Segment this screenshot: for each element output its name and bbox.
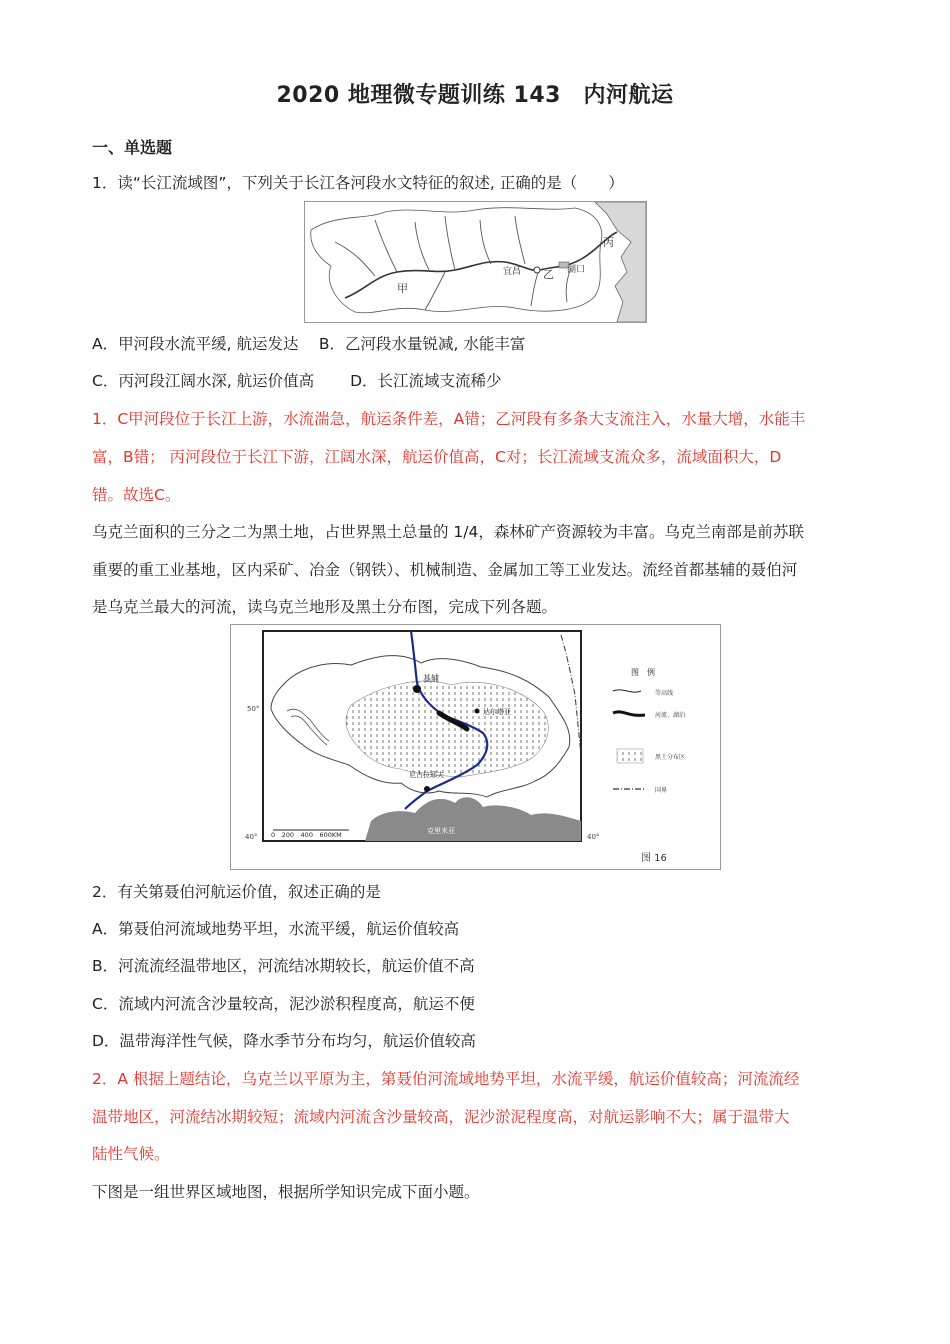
legend-border: 国界: [655, 787, 668, 794]
legend-river: 河流、湖泊: [655, 712, 686, 719]
map-label-bing: 丙: [603, 236, 614, 249]
legend-title: 图 例: [631, 668, 655, 677]
answer-1-line-2: 富，B错； 丙河段位于长江下游，江阔水深，航运价值高，C对；长江流域支流众多，流域面积大，D: [92, 448, 782, 466]
question-2-stem: 2．有关第聂伯河航运价值，叙述正确的是: [92, 883, 381, 901]
question-2-option-c: C．流域内河流含沙量较高，泥沙淤积程度高，航运不便: [92, 995, 475, 1013]
answer-1-line-3: 错。故选C。: [92, 486, 181, 504]
answer-1-line-1: 1．C甲河段位于长江上游，水流湍急，航运条件差，A错；乙河段有多条大支流注入，水量大增，水能丰: [92, 410, 806, 428]
intro-line-2: 重要的重工业基地，区内采矿、冶金（钢铁）、机械制造、金属加工等工业发达。流经首都基辅的聂伯河: [92, 561, 798, 579]
ukraine-terrain-map: [230, 624, 721, 870]
city3-label: 尼古拉耶夫: [409, 771, 444, 779]
intro-line-1: 乌克兰面积的三分之二为黑土地，占世界黑土总量的 1/4，森林矿产资源较为丰富。乌克兰南部是前苏联: [92, 523, 804, 541]
scale-label: 0 200 400 600KM: [271, 831, 342, 839]
question-1-stem: 1．读“长江流域图”，下列关于长江各河段水文特征的叙述, 正确的是（ ）: [92, 174, 624, 192]
answer-2-line-3: 陆性气候。: [92, 1145, 170, 1163]
page-title: 2020 地理微专题训练 143 内河航运: [276, 83, 674, 108]
map-label-yichang: 宜昌: [503, 267, 522, 277]
kyiv-label: 基辅: [423, 674, 439, 683]
figure-label: 图 16: [641, 853, 667, 864]
closing-text: 下图是一组世界区域地图，根据所学知识完成下面小题。: [92, 1183, 480, 1201]
lon-40-label: 40°: [587, 833, 600, 841]
question-2-option-b: B．河流流经温带地区，河流结冰期较长，航运价值不高: [92, 957, 475, 975]
lat-40-label: 40°: [245, 833, 258, 841]
intro-line-3: 是乌克兰最大的河流，读乌克兰地形及黑土分布图，完成下列各题。: [92, 598, 558, 616]
legend-black-soil: 黑土分布区: [655, 754, 686, 761]
crimea-label: 克里米亚: [427, 827, 455, 835]
city2-label: 达尔塔亚: [483, 708, 511, 716]
yangtze-basin-map: [304, 201, 647, 323]
map-label-jia: 甲: [397, 282, 408, 295]
question-2-option-a: A．第聂伯河流域地势平坦，水流平缓，航运价值较高: [92, 920, 460, 938]
section-heading: 一、单选题: [92, 138, 173, 157]
question-2-option-d: D．温带海洋性气候，降水季节分布均匀，航运价值较高: [92, 1032, 476, 1050]
black-sea-label: 黑 海: [463, 854, 495, 863]
answer-2-line-2: 温带地区，河流结冰期较短；流域内河流含沙量较高，泥沙淤泥程度高，对航运影响不大；属于温带大: [92, 1108, 790, 1126]
legend-contour: 等高线: [655, 690, 674, 697]
question-1-options-ab: A．甲河段水流平缓, 航运发达 B．乙河段水量锐减, 水能丰富: [92, 335, 526, 353]
lat-50-label: 50°: [247, 705, 260, 713]
answer-2-line-1: 2．A 根据上题结论，乌克兰以平原为主，第聂伯河流域地势平坦，水流平缓，航运价值较高；河流流经: [92, 1070, 800, 1088]
map-label-yi: 乙: [543, 268, 554, 281]
map-label-hukou: 湖口: [567, 265, 586, 275]
question-1-options-cd: C．丙河段江阔水深, 航运价值高 D．长江流域支流稀少: [92, 372, 502, 390]
